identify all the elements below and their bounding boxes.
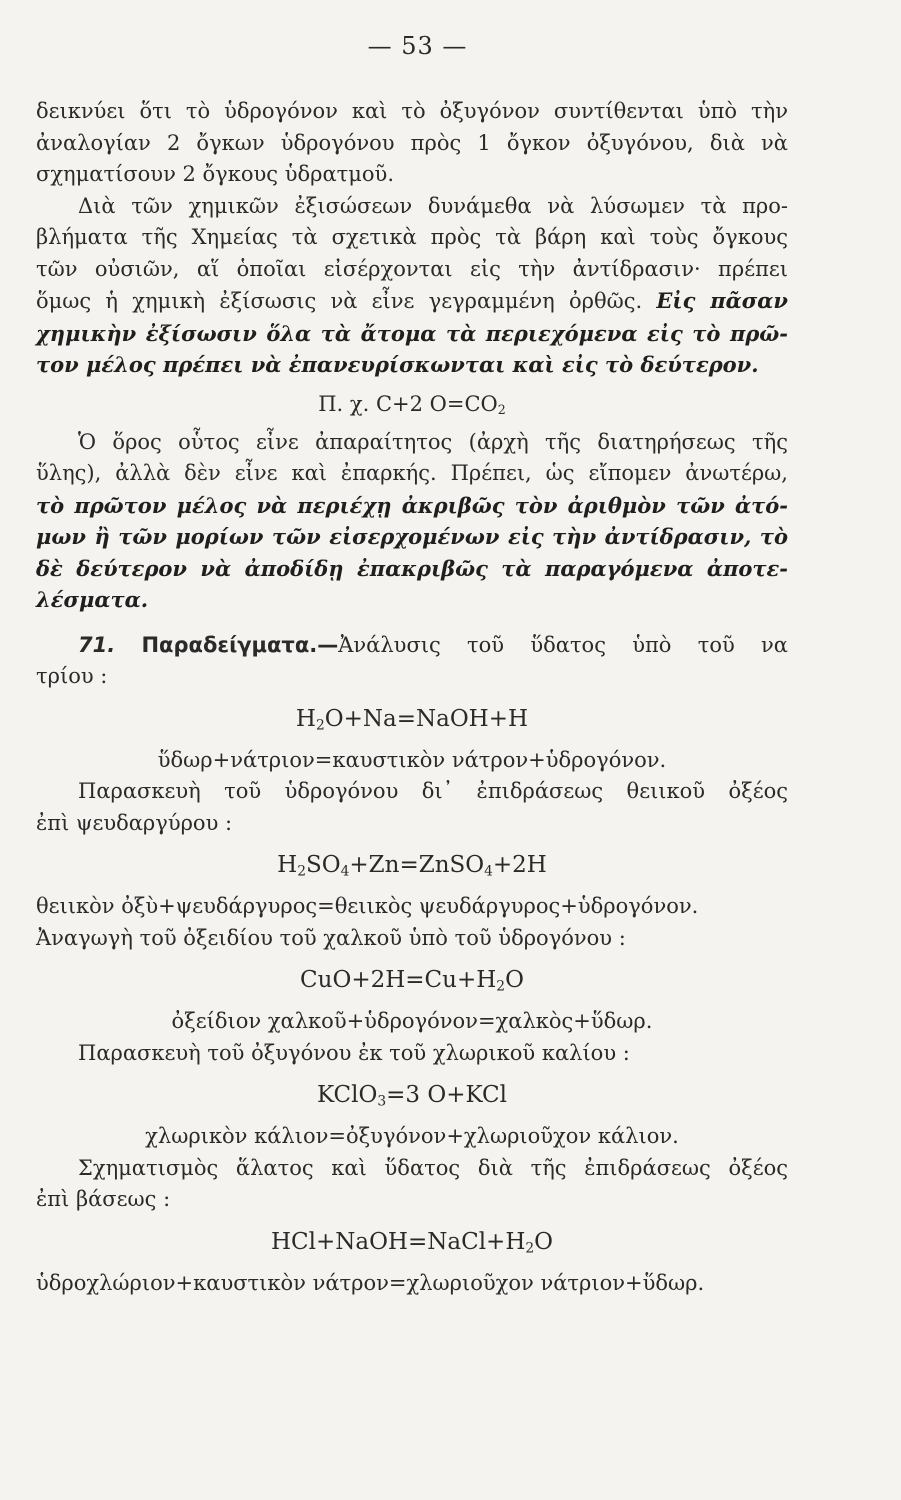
- text-line: Σχηματισμὸς ἅλατος καὶ ὕδατος διὰ τῆς ἐπιδράσεως ὀξέος: [78, 1155, 788, 1180]
- emphasis-text: Εἰς πᾶσαν: [656, 288, 788, 313]
- text-line: βλήματα τῆς Χημείας τὰ σχετικὰ πρὸς τὰ βάρη καὶ τοὺς ὄγκους: [36, 225, 788, 249]
- emphasis-line: δὲ δεύτερον νὰ ἀποδίδῃ ἐπακριβῶς τὰ παραγόμενα ἀποτε-: [36, 555, 788, 581]
- example-prefix: Π. χ.: [318, 391, 370, 416]
- section-heading-line: [36, 630, 788, 662]
- subscript: 2: [525, 1239, 535, 1256]
- text-line: ἐπὶ ψευδαργύρου :: [36, 810, 233, 835]
- page-body: [36, 96, 788, 1299]
- equation-part: HCl+NaOH=NaCl+H: [270, 1228, 526, 1255]
- equation-part: O: [505, 967, 524, 993]
- spacer: [36, 616, 788, 630]
- text-line: τῶν οὐσιῶν, αἵ ὁποῖαι εἰσέρχονται εἰς τὴν ἀντίδρασιν· πρέπει: [36, 256, 788, 281]
- chemical-equation: [36, 1069, 788, 1121]
- emphasis-line: χημικὴν ἐξίσωσιν ὅλα τὰ ἄτομα τὰ περιεχόμενα εἰς τὸ πρῶ-: [36, 320, 788, 346]
- paragraph-3: [36, 427, 788, 616]
- emphasis-line: λέσματα.: [36, 587, 149, 612]
- subscript: 2: [496, 978, 506, 995]
- equation-part: H: [295, 705, 316, 732]
- text-line: Παρασκευὴ τοῦ ὀξυγόνου ἐκ τοῦ χλωρικοῦ καλίου :: [78, 1040, 630, 1065]
- equation-part: O: [534, 1228, 554, 1255]
- subscript: 2: [297, 863, 306, 880]
- subscript: 2: [315, 716, 325, 733]
- text-line: τρίου :: [36, 664, 108, 688]
- equation-part: +Zn=ZnSO: [349, 852, 485, 878]
- chemical-equation: [36, 693, 788, 745]
- equation-part: H: [277, 852, 298, 878]
- section-71: [36, 630, 788, 693]
- chemical-equation: [36, 1216, 788, 1268]
- equation-part: C+2 O=CO: [375, 391, 498, 416]
- chemical-equation: [36, 954, 788, 1006]
- paragraph-prep-hydrogen: [36, 776, 788, 839]
- text-line: δεικνύει ὅτι τὸ ὑδρογόνον καὶ τὸ ὀξυγόνον συντίθενται ὑπὸ τὴν: [36, 99, 788, 123]
- equation-part: =3 O+KCl: [386, 1082, 508, 1108]
- section-number: 71.: [78, 632, 116, 657]
- text-line: Διὰ τῶν χημικῶν ἐξισώσεων δυνάμεθα νὰ λύσωμεν τὰ προ-: [78, 193, 788, 218]
- equation-part: SO: [305, 852, 341, 878]
- text-segment: Ἀνάλυσις τοῦ ὕδατος ὑπὸ τοῦ να: [338, 632, 788, 657]
- page-number: — 53 —: [367, 32, 468, 60]
- equation-words: ὀξείδιον χαλκοῦ+ὑδρογόνον=χαλκὸς+ὕδωρ.: [171, 1009, 653, 1033]
- subscript: 4: [484, 863, 493, 880]
- subscript: 4: [340, 863, 350, 880]
- subscript: 3: [377, 1093, 387, 1110]
- text-line: ἀναλογίαν 2 ὄγκων ὑδρογόνου πρὸς 1 ὄγκον ὀξυγόνου, διὰ νὰ: [36, 130, 788, 155]
- emphasis-line: τον μέλος πρέπει νὰ ἐπανευρίσκωνται καὶ εἰς τὸ δεύτερον.: [36, 352, 759, 377]
- text-line: Ἀναγωγὴ τοῦ ὀξειδίου τοῦ χαλκοῦ ὑπὸ τοῦ ὑδρογόνου :: [36, 925, 626, 950]
- emphasis-line: τὸ πρῶτον μέλος νὰ περιέχῃ ἀκριβῶς τὸν ἀριθμὸν τῶν ἀτό-: [36, 492, 788, 518]
- text-line: ἐπὶ βάσεως :: [36, 1187, 171, 1211]
- text-line: [36, 285, 788, 318]
- emphasis-line: μων ἢ τῶν μορίων τῶν εἰσερχομένων εἰς τὴν ἀντίδρασιν, τὸ: [36, 524, 788, 549]
- example-equation: [36, 381, 788, 427]
- chemical-equation: [36, 839, 788, 891]
- paragraph-2: [36, 191, 788, 381]
- equation-words: ὑδροχλώριον+καυστικὸν νάτρον=χλωριοῦχον νάτριον+ὕδωρ.: [36, 1270, 705, 1295]
- equation-part: +2H: [492, 852, 547, 878]
- text-line: σχηματίσουν 2 ὄγκους ὑδρατμοῦ.: [36, 162, 394, 186]
- equation-words: ὕδωρ+νάτριον=καυστικὸν νάτρον+ὑδρογόνον.: [157, 747, 667, 772]
- equation-words: θειικὸν ὀξὺ+ψευδάργυρος=θειικὸς ψευδάργυρος+ὑδρογόνον.: [36, 894, 699, 918]
- equation-part: CuO+2H=Cu+H: [300, 967, 497, 993]
- equation-part: KClO: [316, 1082, 378, 1108]
- equation-words: χλωρικὸν κάλιον=ὀξυγόνον+χλωριοῦχον κάλιον.: [145, 1124, 679, 1148]
- paragraph-salt-formation: [36, 1153, 788, 1216]
- section-title: Παραδείγματα.—: [141, 632, 339, 657]
- text-line: Ὁ ὅρος οὗτος εἶνε ἀπαραίτητος (ἀρχὴ τῆς διατηρήσεως τῆς: [78, 429, 788, 454]
- paragraph-1: [36, 96, 788, 191]
- text-line: ὕλης), ἀλλὰ δὲν εἶνε καὶ ἐπαρκής. Πρέπει, ὡς εἴπομεν ἀνωτέρω,: [36, 461, 788, 485]
- text-line: Παρασκευὴ τοῦ ὑδρογόνου δι᾽ ἐπιδράσεως θειικοῦ ὀξέος: [78, 779, 788, 803]
- subscript: 2: [497, 401, 506, 417]
- text-segment: ὅμως ἡ χημικὴ ἐξίσωσις νὰ εἶνε γεγραμμένη ὀρθῶς.: [36, 289, 643, 313]
- equation-part: O+Na=NaOH+H: [324, 705, 529, 732]
